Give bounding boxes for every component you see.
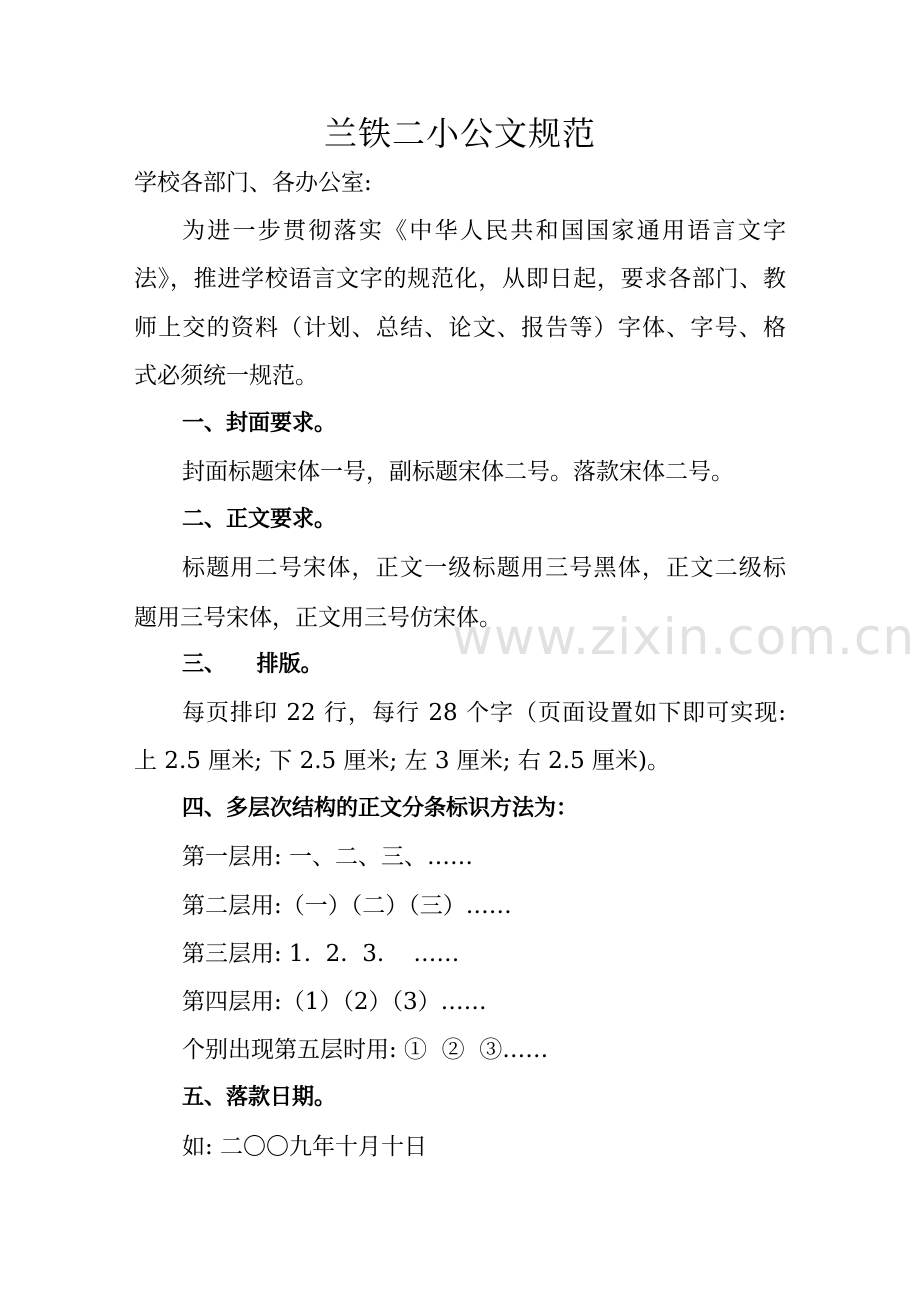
section-line: 第二层用:（一）（二）（三）……: [182, 893, 512, 919]
section-line: 封面标题宋体一号，副标题宋体二号。落款宋体二号。: [182, 459, 734, 485]
section-heading-body: 二、正文要求。: [182, 507, 337, 532]
section-heading-numbering: 四、多层次结构的正文分条标识方法为：: [182, 796, 579, 821]
document-title: 兰铁二小公文规范: [324, 114, 596, 153]
intro-line-3: 师上交的资料（计划、总结、论文、报告等）字体、字号、格: [134, 315, 786, 341]
watermark: www.zixin.com.cn: [452, 608, 916, 666]
section-line: 如: 二〇〇九年十月十日: [182, 1134, 428, 1160]
section-line: 上 2.5 厘米; 下 2.5 厘米; 左 3 厘米; 右 2.5 厘米)。: [134, 748, 671, 774]
intro-line-1: 为进一步贯彻落实《中华人民共和国国家通用语言文字: [182, 218, 786, 244]
section-line: 个别出现第五层时用: ① ② ③……: [182, 1037, 549, 1063]
intro-line-2: 法》，推进学校语言文字的规范化，从即日起，要求各部门、教: [134, 266, 786, 292]
salutation: 学校各部门、各办公室:: [134, 170, 372, 196]
section-line: 第四层用:（1）（2）（3）……: [182, 989, 487, 1015]
section-line: 第一层用: 一、二、三、……: [182, 844, 474, 870]
section-line: 题用三号宋体，正文用三号仿宋体。: [134, 605, 502, 631]
section-line: 第三层用: 1. 2. 3. ……: [182, 941, 460, 967]
section-heading-layout: 三、 排版。: [182, 652, 323, 677]
section-line: 标题用二号宋体，正文一级标题用三号黑体，正文二级标: [182, 555, 786, 581]
section-heading-date: 五、落款日期。: [182, 1085, 337, 1110]
section-line: 每页排印 22 行，每行 28 个字（页面设置如下即可实现:: [182, 700, 786, 726]
intro-line-4: 式必须统一规范。: [134, 363, 318, 389]
section-heading-cover: 一、封面要求。: [182, 411, 337, 436]
